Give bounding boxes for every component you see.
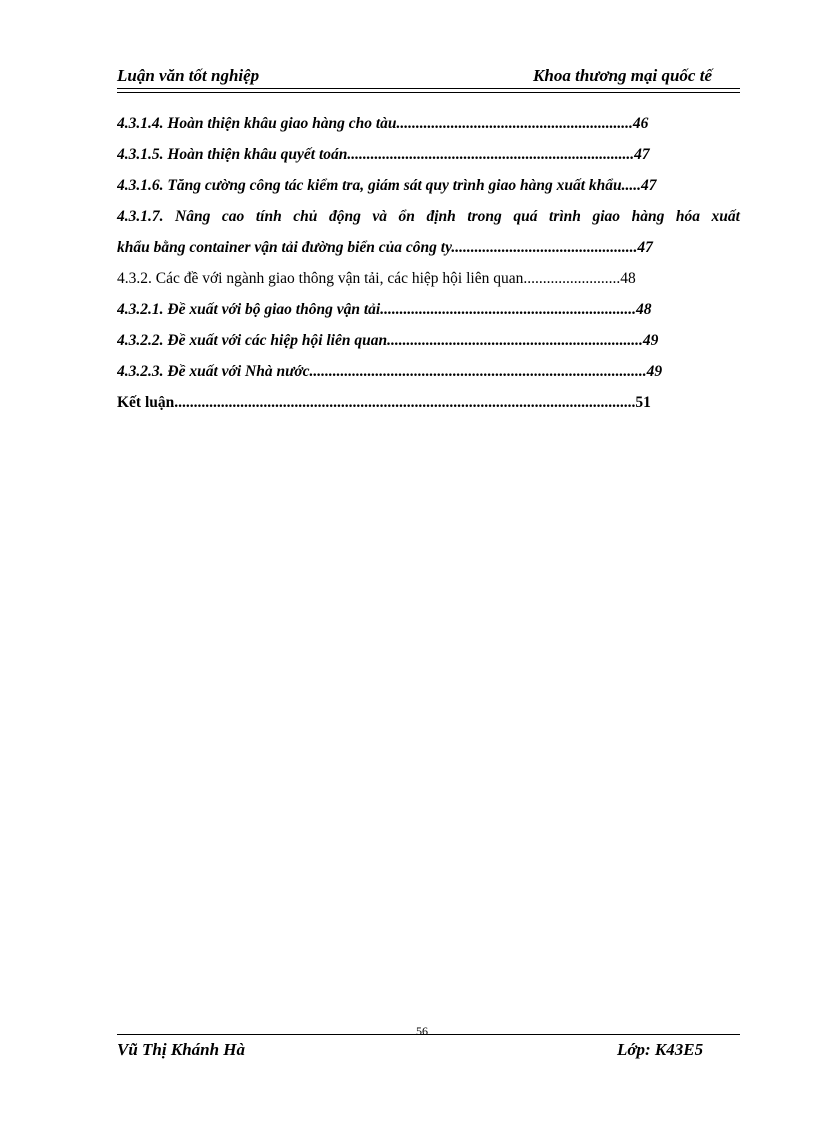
page-header [117,66,740,88]
header-rule [117,88,740,89]
toc-entry-4-3-2-1: 4.3.2.1. Đề xuất với bộ giao thông vận tải..................................................................48 [117,301,652,318]
toc-entry-4-3-1-4: 4.3.1.4. Hoàn thiện khâu giao hàng cho tàu.............................................................46 [117,115,649,132]
header-faculty-label: Khoa thương mại quốc tế [533,66,712,85]
toc-entry-4-3-1-7 [117,201,740,263]
toc-entry-4-3-1-5: 4.3.1.5. Hoàn thiện khâu quyết toán..........................................................................47 [117,146,650,163]
toc-entry-4-3-2-2: 4.3.2.2. Đề xuất với các hiệp hội liên quan..................................................................49 [117,332,659,349]
toc-entry-conclusion: Kết luận.......................................................................................................................51 [117,394,651,411]
toc-entry-4-3-1-7-line2: khẩu bằng container vận tải đường biển của công ty................................................47 [117,239,653,256]
toc-entry-4-3-1-6: 4.3.1.6. Tăng cường công tác kiểm tra, giám sát quy trình giao hàng xuất khẩu.....47 [117,177,657,194]
footer-author: Vũ Thị Khánh Hà [117,1040,246,1059]
page-number: 56 [416,1024,428,1038]
toc-entry-4-3-2: 4.3.2. Các đề với ngành giao thông vận tải, các hiệp hội liên quan.........................48 [117,270,636,287]
header-rule-thin [117,92,740,93]
toc-entry-4-3-1-7-line1: 4.3.1.7. Nâng cao tính chủ động và ổn định trong quá trình giao hàng hóa xuất [117,208,740,225]
footer-class: Lớp: K43E5 [617,1040,704,1059]
toc-entry-4-3-2-3: 4.3.2.3. Đề xuất với Nhà nước.......................................................................................49 [117,363,663,380]
table-of-contents [117,108,740,418]
footer-rule [117,1034,740,1035]
header-thesis-label: Luận văn tốt nghiệp [117,66,260,85]
